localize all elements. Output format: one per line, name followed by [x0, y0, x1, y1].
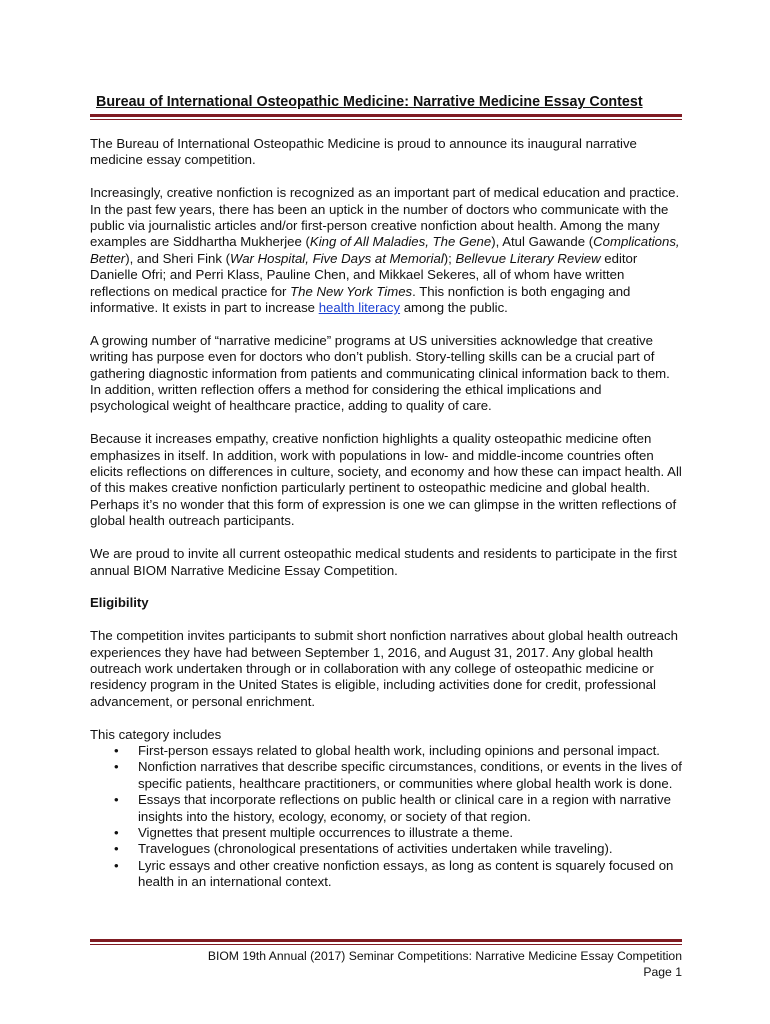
list-item: • First-person essays related to global health work, including opinions and personal impact. — [90, 743, 682, 759]
text-span: ); — [443, 250, 456, 266]
text-span: editor Danielle Ofri; and Perri Klass, Pauline Chen, and Mikkael Sekeres, all of whom have written reflections on medical practice for — [90, 250, 638, 299]
text-span: . This nonfiction is both engaging and informative. It exists in part to increase — [90, 283, 631, 316]
page-footer — [90, 948, 682, 980]
list-item: • Travelogues (chronological presentations of activities undertaken while traveling). — [90, 841, 682, 857]
category-intro: This category includes — [90, 726, 222, 742]
eligibility-heading: Eligibility — [90, 595, 149, 611]
text-span: among the public. — [400, 300, 508, 316]
eligibility-paragraph: The competition invites participants to submit short nonfiction narratives about global health outreach experiences they have had between September 1, 2016, and August 31, 2017. Any global health outreach work undertaken through or in collaboration with any college of osteopathic medicine or residency program in the United States is eligible, including activities done for credit, professional advancement, or personal enrichment. — [90, 628, 678, 709]
list-item: • Nonfiction narratives that describe specific circumstances, conditions, or events in the lives of specific patients, healthcare practitioners, or communities where global health work is done. — [90, 759, 682, 792]
paragraph-empathy: Because it increases empathy, creative nonfiction highlights a quality osteopathic medicine often emphasizes in itself. In addition, work with populations in low- and middle-income countries often elicits reflections on differences in culture, society, and economy and how these can impact health. All of this makes creative nonfiction particularly pertinent to osteopathic medicine and global health. Perhaps it’s no wonder that this form of expression is one we can glimpse in the written reflections of global health outreach participants. — [90, 431, 682, 529]
document-title: Bureau of International Osteopathic Medicine: Narrative Medicine Essay Contest — [96, 94, 643, 110]
page-number: Page 1 — [643, 965, 682, 979]
text-span: Increasingly, creative nonfiction is recognized as an important part of medical education and practice. In the past few years, there has been an uptick in the number of doctors who communicate with the public via journalistic articles and/or first-person creative nonfiction about health. Among the many examples are Siddhartha Mukherjee ( — [90, 185, 680, 250]
book-title: Complications, Better — [90, 234, 680, 266]
newspaper-title: The New York Times — [290, 283, 413, 299]
text-span: ), Atul Gawande ( — [491, 234, 594, 250]
health-literacy-link[interactable]: health literacy — [318, 300, 401, 316]
paragraph-invitation: We are proud to invite all current osteopathic medical students and residents to participate in the first annual BIOM Narrative Medicine Essay Competition. — [90, 546, 677, 578]
category-list — [90, 743, 682, 891]
paragraph-examples — [90, 185, 682, 316]
journal-title: Bellevue Literary Review — [455, 250, 601, 266]
list-item: • Essays that incorporate reflections on public health or clinical care in a region with narrative insights into the history, ecology, economy, or society of that region. — [90, 792, 682, 825]
list-item: • Vignettes that present multiple occurrences to illustrate a theme. — [90, 825, 682, 841]
paragraph-narrative-medicine: A growing number of “narrative medicine” programs at US universities acknowledge that creative writing has purpose even for doctors who don’t publish. Story-telling skills can be a crucial part of gathering diagnostic information from patients and communicating clinical information back to them. In addition, written reflection offers a method for considering the ethical implications and psychological weight of healthcare practice, adding to quality of care. — [90, 332, 670, 414]
footer-title: BIOM 19th Annual (2017) Seminar Competitions: Narrative Medicine Essay Competition — [207, 949, 682, 963]
book-title: War Hospital, Five Days at Memorial — [230, 250, 444, 266]
book-title: King of All Maladies, The Gene — [309, 234, 492, 250]
footer-rule-thin — [90, 944, 682, 945]
footer-rule-thick — [90, 939, 682, 942]
title-rule-thin — [90, 119, 682, 120]
intro-paragraph: The Bureau of International Osteopathic Medicine is proud to announce its inaugural narrative medicine essay competition. — [90, 136, 637, 168]
document-body — [90, 136, 682, 891]
title-rule-thick — [90, 114, 682, 117]
text-span: ), and Sheri Fink ( — [125, 250, 230, 266]
list-item: • Lyric essays and other creative nonfiction essays, as long as content is squarely focused on health in an international context. — [90, 858, 682, 891]
